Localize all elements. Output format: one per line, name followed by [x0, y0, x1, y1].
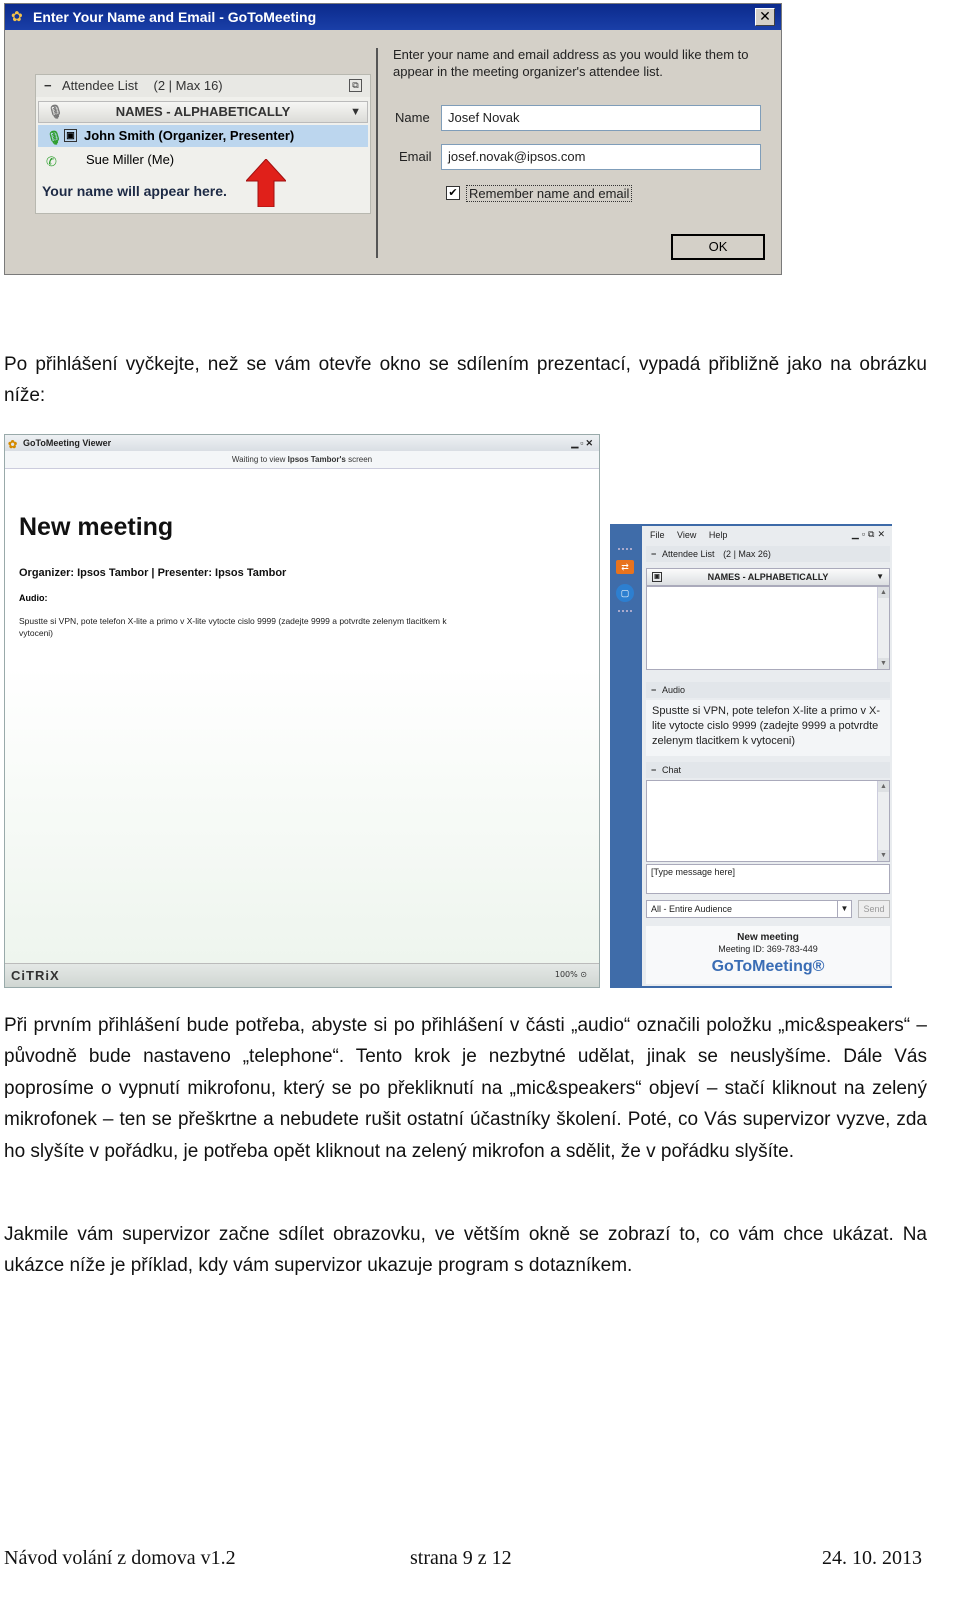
close-icon[interactable]: ✕ — [755, 8, 775, 26]
presenter-icon: ▣ — [64, 129, 77, 142]
footer-doc-title: Návod volání z domova v1.2 — [4, 1547, 236, 1569]
viewer-status — [5, 451, 599, 469]
audio-instructions: Spustte si VPN, pote telefon X-lite a primo v X-lite vytocte cislo 9999 (zadejte 9999 a potvrdte zelenym tlacitkem k vytoceni) — [19, 616, 447, 638]
name-appears-note: Your name will appear here. — [42, 183, 227, 199]
menu-view[interactable]: View — [677, 530, 697, 540]
scrollbar[interactable] — [877, 587, 889, 669]
red-arrow-up-icon — [246, 159, 286, 207]
gotomeeting-logo: GoToMeeting® — [711, 958, 825, 975]
viewer-title: GoToMeeting Viewer — [23, 438, 112, 448]
zoom-level[interactable]: 100% ⊙ — [554, 970, 587, 979]
chevron-down-icon: ▼ — [837, 901, 851, 917]
screen-share-icon[interactable]: ▢ — [616, 584, 634, 602]
dialog-instruction: Enter your name and email address as you would like them to appear in the meeting organizer's attendee list. — [393, 47, 749, 79]
microphone-icon: 🎙 — [47, 104, 64, 119]
meeting-id: Meeting ID: 369-783-449 — [718, 944, 818, 954]
audio-instructions: Spustte si VPN, pote telefon X-lite a primo v X-lite vytocte cislo 9999 (zadejte 9999 a potvrdte zelenym tlacitkem k vytoceni) — [646, 700, 890, 756]
attendee-count: (2 | Max 26) — [723, 549, 771, 559]
meeting-info-box — [646, 926, 890, 984]
attendee-row-organizer[interactable] — [38, 125, 368, 147]
grip-icon — [618, 610, 632, 616]
popout-icon[interactable]: ⧉ — [349, 79, 362, 92]
audio-label: Audio — [662, 685, 686, 695]
chat-header[interactable] — [646, 762, 890, 778]
audio-label: Audio: — [19, 593, 48, 603]
collapse-icon[interactable]: − — [651, 765, 657, 775]
names-sort-header[interactable] — [38, 101, 368, 123]
chat-label: Chat — [662, 765, 682, 775]
viewer-content — [5, 469, 599, 963]
ok-button[interactable]: OK — [671, 234, 765, 260]
name-label: Name — [395, 110, 430, 125]
control-panel-screenshot — [610, 524, 892, 988]
dialog-separator — [376, 48, 378, 258]
citrix-logo: CiTRiX — [11, 968, 60, 983]
audio-header[interactable] — [646, 682, 890, 698]
scrollbar[interactable] — [877, 781, 889, 861]
footer-page-number: strana 9 z 12 — [410, 1547, 512, 1569]
attendee-count: (2 | Max 16) — [153, 78, 223, 93]
attendee-list-header[interactable] — [646, 546, 890, 562]
names-sort-label: NAMES - ALPHABETICALLY — [115, 104, 291, 119]
collapse-icon[interactable]: − — [651, 685, 657, 695]
recipient-select[interactable] — [646, 900, 852, 918]
menu-help[interactable]: Help — [708, 530, 728, 540]
scroll-down-icon: ▼ — [878, 658, 889, 669]
attendee-list-box[interactable] — [646, 586, 890, 670]
paragraph-wait-for-window: Po přihlášení vyčkejte, než se vám otevře okno se sdílením prezentací, vypadá přibližně jako na obrázku níže: — [4, 354, 927, 407]
panel-menu — [650, 530, 737, 540]
email-field[interactable]: josef.novak@ipsos.com — [441, 144, 761, 170]
dialog-title: Enter Your Name and Email - GoToMeeting — [5, 4, 781, 30]
collapse-icon[interactable]: − — [651, 549, 657, 559]
panel-body — [642, 526, 892, 986]
microphone-icon: 🎙 — [46, 130, 63, 145]
status-suffix: screen — [348, 455, 373, 464]
attendee-name: John Smith (Organizer, Presenter) — [84, 128, 295, 143]
viewer-title-bar — [5, 435, 599, 451]
remember-label[interactable]: Remember name and email — [466, 185, 632, 202]
viewer-footer — [5, 963, 599, 987]
show-hide-icon[interactable]: ⇄ — [616, 560, 634, 574]
chat-message-input[interactable]: [Type message here] — [646, 864, 890, 894]
phone-icon: ✆ — [46, 154, 57, 169]
enter-name-dialog-screenshot — [4, 3, 782, 275]
menu-file[interactable]: File — [650, 530, 665, 540]
gotomeeting-viewer-screenshot — [4, 434, 600, 988]
attendee-name: Sue Miller (Me) — [86, 152, 175, 167]
name-field[interactable]: Josef Novak — [441, 105, 761, 131]
attendee-list-panel — [35, 74, 371, 214]
chevron-down-icon: ▼ — [876, 572, 884, 581]
remember-checkbox[interactable]: ✔ — [446, 186, 460, 200]
paragraph-screen-sharing: Jakmile vám supervizor začne sdílet obrazovku, ve větším okně se zobrazí to, co vám chce ukázat. Na ukázce níže je příklad, kdy vám supervizor ukazuje program s dotazníkem. — [4, 1224, 927, 1277]
email-label: Email — [399, 149, 432, 164]
attendee-row-me[interactable] — [38, 149, 368, 171]
chevron-down-icon: ▼ — [350, 106, 361, 118]
meeting-title: New meeting — [737, 932, 799, 943]
meeting-title: New meeting — [19, 513, 174, 541]
footer-date: 24. 10. 2013 — [822, 1547, 922, 1569]
scroll-down-icon: ▼ — [878, 850, 889, 861]
scroll-up-icon: ▲ — [878, 587, 889, 598]
attendee-list-label: Attendee List — [662, 549, 715, 559]
grip-icon — [618, 548, 632, 554]
status-presenter-name: Ipsos Tambor's — [287, 455, 346, 464]
scroll-up-icon: ▲ — [878, 781, 889, 792]
attendee-list-label: Attendee List — [62, 78, 138, 93]
send-button[interactable]: Send — [858, 900, 890, 918]
status-prefix: Waiting to view — [231, 455, 286, 464]
presenter-icon: ▣ — [652, 572, 662, 582]
chat-send-row — [646, 900, 890, 918]
panel-grab-tab — [610, 524, 640, 988]
attendee-list-header — [36, 75, 370, 97]
gotomeeting-flower-icon: ✿ — [11, 9, 23, 25]
window-buttons[interactable]: ▁▫⧉✕ — [851, 529, 888, 539]
recipient-value: All - Entire Audience — [651, 904, 733, 914]
names-sort-label: NAMES - ALPHABETICALLY — [707, 572, 829, 582]
names-sort-header[interactable] — [646, 568, 890, 586]
window-buttons[interactable]: ▁▫✕ — [571, 438, 595, 448]
paragraph-audio-setup: Při prvním přihlášení bude potřeba, abyste si po přihlášení v části „audio“ označili položku „mic&speakers“ – původně bude nastaveno „telephone“. Tento krok je nezbytné udělat, jinak se neuslyšíme. Dále Vás poprosíme o vypnutí mikrofonu, který se po překliknutí na „mic&speakers“ objeví – stačí kliknout na zelený mikrofonek – ten se přeškrtne a nebudete rušit ostatní účastníky školení. Poté, co Vás supervizor vyzve, zda ho slyšíte v pořádku, je potřeba opět kliknout na zelený mikrofon a sdělit, že v pořádku slyšíte. — [4, 1015, 927, 1162]
organizer-line: Organizer: Ipsos Tambor | Presenter: Ipsos Tambor — [19, 567, 287, 579]
collapse-icon[interactable]: − — [44, 78, 52, 93]
chat-log[interactable] — [646, 780, 890, 862]
gotomeeting-flower-icon: ✿ — [8, 439, 18, 451]
